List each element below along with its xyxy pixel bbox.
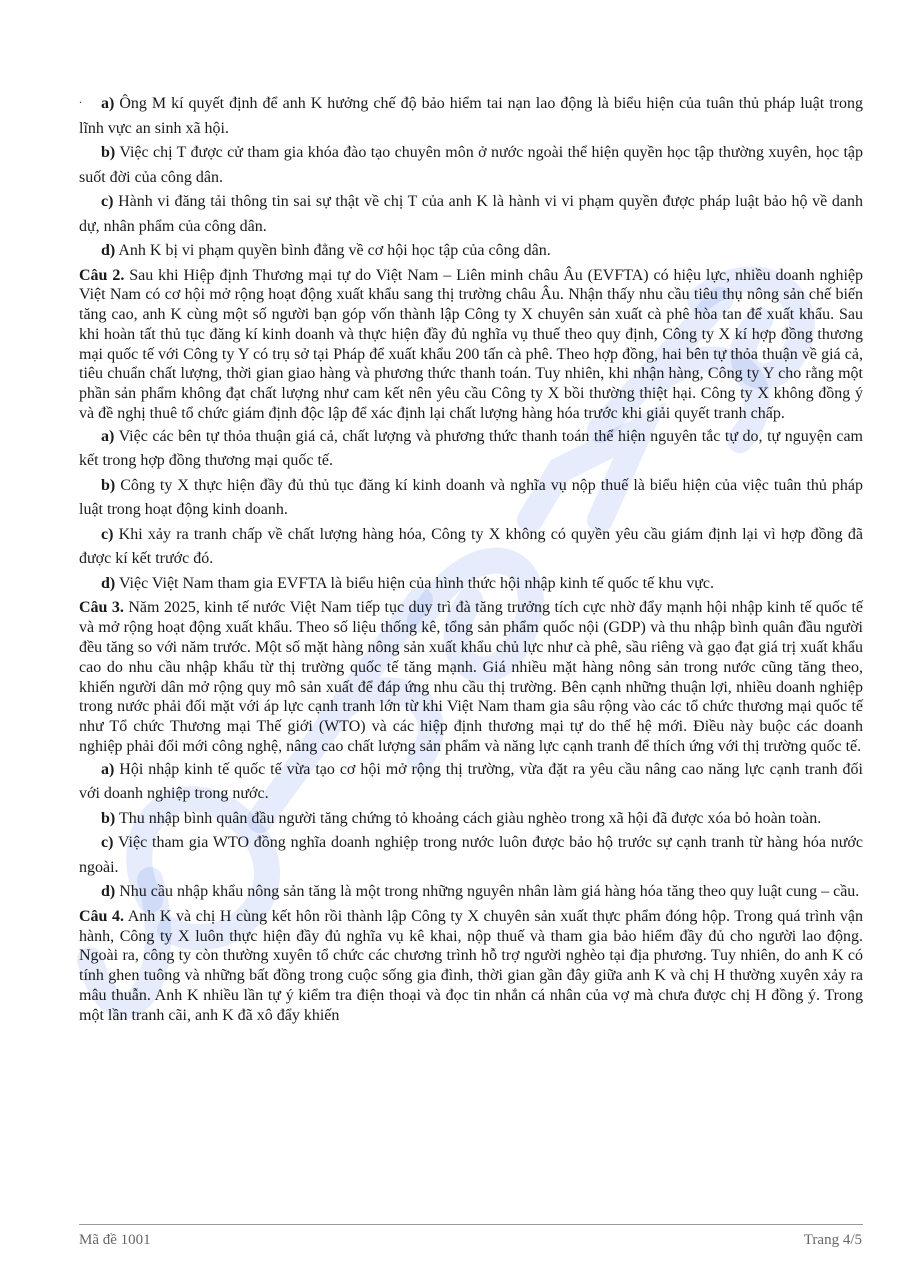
option-text: Ông M kí quyết định để anh K hưởng chế độ bảo hiểm tai nạn lao động là biểu hiện của tuân thủ pháp luật trong lĩnh vực an sinh xã hội.: [79, 95, 863, 137]
question-4: [79, 907, 863, 1026]
question-label: Câu 4.: [79, 907, 125, 925]
exam-content: [79, 92, 863, 1027]
option-label: d): [101, 574, 116, 592]
option-label: c): [101, 193, 114, 210]
question-text: Năm 2025, kinh tế nước Việt Nam tiếp tục duy trì đà tăng trưởng tích cực nhờ đẩy mạnh hội nhập kinh tế quốc tế và mở rộng hoạt động xuất khẩu. Theo số liệu thống kê, tổng sản phẩm quốc nội (GDP) và thu nhập bình quân đầu người đều tăng so với năm trước. Một số mặt hàng nông sản xuất khẩu chủ lực như cà phê, sầu riêng và gạo đạt giá trị xuất khẩu cao do nhu cầu nhập khẩu từ thị trường quốc tế tăng mạnh. Giá nhiều mặt hàng nông sản trong nước cũng tăng theo, khiến người dân mở rộng quy mô sản xuất để đáp ứng nhu cầu thị trường. Bên cạnh những thuận lợi, nhiều doanh nghiệp trong nước phải đối mặt với áp lực cạnh tranh lớn từ khi Việt Nam tham gia sâu rộng vào các tổ chức thương mại quốc tế như Tổ chức Thương mại Thế giới (WTO) và các hiệp định thương mại tự do thế hệ mới. Điều này buộc các doanh nghiệp phải đổi mới công nghệ, nâng cao chất lượng sản phẩm và năng lực cạnh tranh để thích ứng với thị trường quốc tế.: [79, 599, 864, 755]
option-label: c): [101, 834, 114, 852]
option-text: Việc tham gia WTO đồng nghĩa doanh nghiệp trong nước luôn được bảo hộ trước sự cạnh tranh từ hàng hóa nước ngoài.: [79, 834, 863, 876]
page-marker: .: [79, 92, 82, 106]
option-label: a): [101, 95, 115, 112]
option-text: Hội nhập kinh tế quốc tế vừa tạo cơ hội mở rộng thị trường, vừa đặt ra yêu cầu nâng cao năng lực cạnh tranh đối với doanh nghiệp trong nước.: [79, 760, 863, 803]
option-1c: [79, 190, 863, 239]
option-2b: [79, 474, 863, 523]
page-number: Trang 4/5: [803, 1232, 862, 1248]
option-label: b): [101, 476, 116, 494]
question-text: Sau khi Hiệp định Thương mại tự do Việt Nam – Liên minh châu Âu (EVFTA) có hiệu lực, nhiều doanh nghiệp Việt Nam có cơ hội mở rộng hoạt động xuất khẩu sang thị trường châu Âu. Nhận thấy nhu cầu tiêu thụ nông sản chế biến tăng cao, anh K cùng một số người bạn góp vốn thành lập Công ty X chuyên sản xuất cà phê hòa tan để xuất khẩu. Sau khi hoàn tất thủ tục đăng kí kinh doanh và thực hiện đầy đủ nghĩa vụ thuế theo quy định, Công ty X kí hợp đồng thương mại quốc tế với Công ty Y có trụ sở tại Pháp để xuất khẩu 200 tấn cà phê. Theo hợp đồng, hai bên tự thỏa thuận về giá cả, tiêu chuẩn chất lượng, thời gian giao hàng và phương thức thanh toán. Tuy nhiên, khi nhận hàng, Công ty Y cho rằng một phần sản phẩm không đạt chất lượng như cam kết nên yêu cầu Công ty X bồi thường thiệt hại. Công ty X không đồng ý và đề nghị thuê tổ chức giám định độc lập để xác định lại chất lượng hàng hóa trước khi giải quyết tranh chấp.: [79, 266, 864, 423]
option-label: a): [101, 427, 115, 445]
option-text: Công ty X thực hiện đầy đủ thủ tục đăng kí kinh doanh và nghĩa vụ nộp thuế là biểu hiện của việc tuân thủ pháp luật trong hoạt động kinh doanh.: [79, 476, 863, 519]
option-text: Việc Việt Nam tham gia EVFTA là biểu hiện của hình thức hội nhập kinh tế quốc tế khu vực.: [115, 574, 714, 592]
option-label: a): [101, 760, 115, 778]
option-text: Hành vi đăng tải thông tin sai sự thật về chị T của anh K là hành vi vi phạm quyền được pháp luật bảo hộ về danh dự, nhân phẩm của công dân.: [79, 193, 863, 235]
option-text: Khi xảy ra tranh chấp về chất lượng hàng hóa, Công ty X không có quyền yêu cầu giám định lại vì hợp đồng đã được kí kết trước đó.: [79, 525, 863, 568]
option-2c: [79, 523, 863, 572]
option-text: Nhu cầu nhập khẩu nông sản tăng là một trong những nguyên nhân làm giá hàng hóa tăng theo quy luật cung – cầu.: [115, 883, 860, 901]
option-text: Thu nhập bình quân đầu người tăng chứng tỏ khoảng cách giàu nghèo trong xã hội đã được xóa bỏ hoàn toàn.: [115, 809, 822, 827]
option-1b: [79, 141, 863, 190]
option-1d: [79, 239, 863, 264]
question-label: Câu 3.: [79, 599, 124, 617]
option-label: c): [101, 525, 114, 543]
option-3a: [79, 758, 863, 807]
option-1a: [79, 92, 863, 141]
option-3c: [79, 831, 863, 880]
option-text: Anh K bị vi phạm quyền bình đẳng về cơ hội học tập của công dân.: [115, 242, 551, 259]
exam-code: Mã đề 1001: [79, 1232, 151, 1248]
question-label: Câu 2.: [79, 266, 125, 284]
option-2a: [79, 425, 863, 474]
option-text: Việc các bên tự thỏa thuận giá cả, chất lượng và phương thức thanh toán thể hiện nguyên tắc tự do, tự nguyện cam kết trong hợp đồng thương mại quốc tế.: [79, 427, 863, 470]
option-label: b): [101, 144, 116, 161]
question-text: Anh K và chị H cùng kết hôn rồi thành lập Công ty X chuyên sản xuất thực phẩm đóng hộp. Trong quá trình vận hành, Công ty X luôn thực hiện đầy đủ nghĩa vụ kê khai, nộp thuế và tham gia bảo hiểm đầy đủ cho người lao động. Ngoài ra, công ty còn thường xuyên tổ chức các chương trình hỗ trợ người nghèo tại địa phương. Tuy nhiên, do anh K có tính ghen tuông và những bất đồng trong cuộc sống gia đình, thời gian gần đây giữa anh K và chị H thường xuyên xảy ra mâu thuẫn. Anh K nhiều lần tự ý kiểm tra điện thoại và đọc tin nhắn cá nhân của vợ mà chưa được chị H đồng ý. Trong một lần tranh cãi, anh K đã xô đẩy khiến: [79, 907, 863, 1024]
option-3d: [79, 880, 863, 905]
option-label: d): [101, 242, 116, 259]
question-2: [79, 266, 863, 424]
option-label: d): [101, 883, 116, 901]
option-text: Việc chị T được cử tham gia khóa đào tạo chuyên môn ở nước ngoài thể hiện quyền học tập thường xuyên, học tập suốt đời của công dân.: [79, 144, 863, 186]
option-2d: [79, 572, 863, 597]
option-3b: [79, 807, 863, 832]
footer-divider: [79, 1224, 863, 1225]
question-3: [79, 598, 863, 756]
option-label: b): [101, 809, 116, 827]
